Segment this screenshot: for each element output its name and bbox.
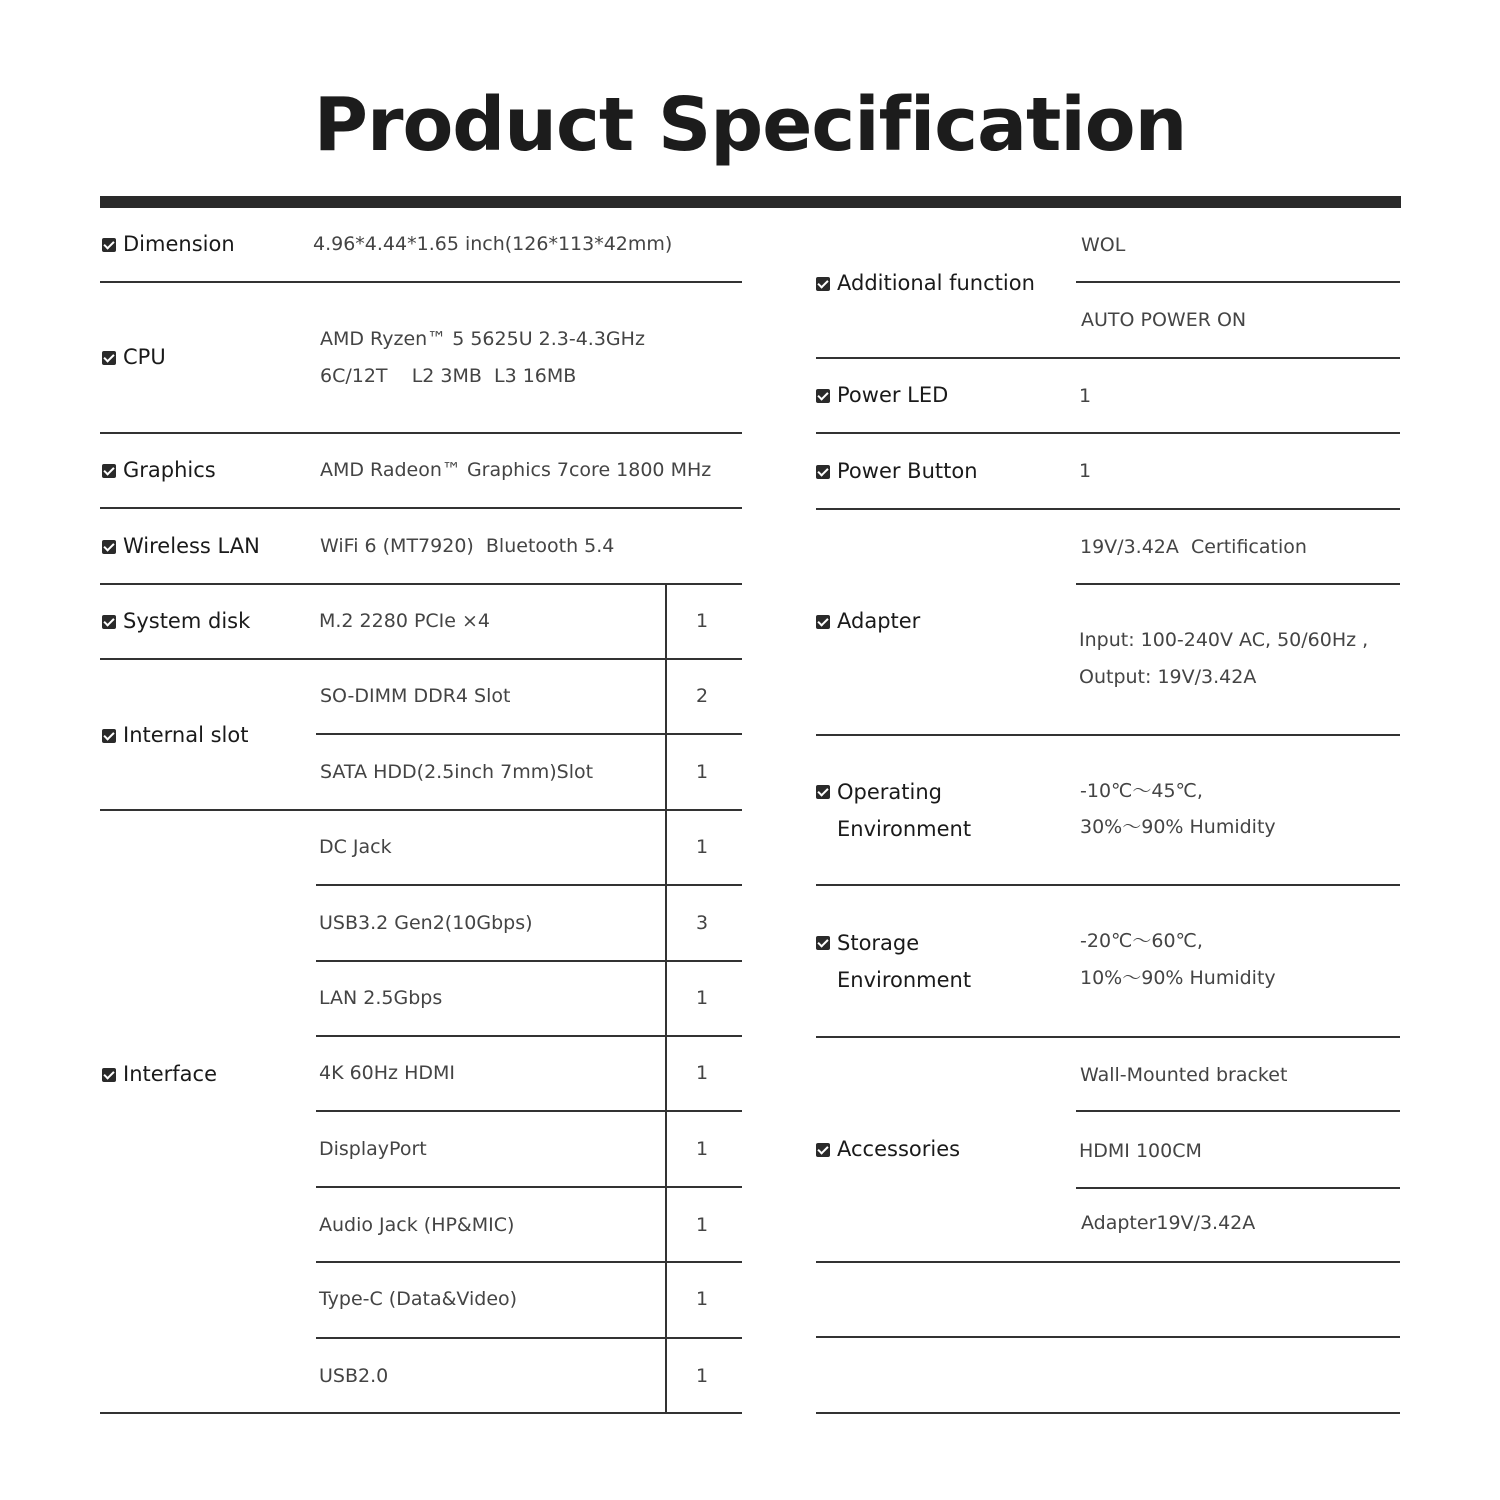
value-interface-item: DisplayPort — [319, 1138, 427, 1160]
sub-row-divider — [316, 1035, 742, 1037]
row-label-power-button — [816, 453, 978, 490]
sub-row-divider — [1076, 281, 1400, 283]
value-operating-temperature: -10℃～45℃, — [1080, 780, 1203, 802]
checkbox-icon — [816, 389, 830, 403]
label-text: Power LED — [837, 383, 949, 407]
sub-row-divider — [316, 1110, 742, 1112]
value-accessory-item: Wall-Mounted bracket — [1080, 1064, 1288, 1086]
row-divider — [816, 1261, 1400, 1263]
label-text: Power Button — [837, 459, 978, 483]
value-storage-humidity: 10%～90% Humidity — [1080, 967, 1276, 989]
sub-row-divider — [316, 1186, 742, 1188]
row-label-storage-environment — [816, 925, 971, 999]
value-system-disk: M.2 2280 PCIe ×4 — [319, 610, 491, 632]
value-interface-item: Type-C (Data&Video) — [319, 1288, 518, 1310]
label-text: Operating — [837, 780, 942, 804]
value-additional-item: WOL — [1081, 234, 1126, 256]
checkbox-icon — [102, 351, 116, 365]
qty-interface-item: 1 — [695, 836, 709, 858]
value-operating-humidity: 30%～90% Humidity — [1080, 816, 1276, 838]
qty-internal-slot-item: 2 — [695, 685, 709, 707]
checkbox-icon — [816, 785, 830, 799]
label-text: Environment — [837, 817, 972, 841]
label-text: Additional function — [837, 271, 1035, 295]
checkbox-icon — [102, 540, 116, 554]
value-accessory-item: HDMI 100CM — [1079, 1140, 1202, 1162]
sub-row-divider — [1076, 1110, 1400, 1112]
checkbox-icon — [102, 729, 116, 743]
row-divider — [816, 432, 1400, 434]
row-divider — [816, 1036, 1400, 1038]
row-label-interface — [102, 1056, 217, 1093]
row-label-additional-function — [816, 265, 1035, 302]
qty-interface-item: 3 — [695, 912, 709, 934]
row-divider — [816, 508, 1400, 510]
sub-row-divider — [1076, 583, 1400, 585]
row-divider — [816, 884, 1400, 886]
value-interface-item: LAN 2.5Gbps — [319, 987, 443, 1009]
checkbox-icon — [102, 1068, 116, 1082]
sub-row-divider — [316, 884, 742, 886]
row-label-cpu — [102, 339, 166, 376]
page-title: Product Specification — [313, 82, 1187, 168]
value-adapter-input: Input: 100-240V AC, 50/60Hz , — [1079, 629, 1369, 651]
row-divider — [100, 583, 742, 585]
row-label-wireless-lan — [102, 528, 260, 565]
label-text: Wireless LAN — [123, 534, 260, 558]
checkbox-icon — [816, 936, 830, 950]
value-additional-item: AUTO POWER ON — [1081, 309, 1247, 331]
value-adapter-certification: 19V/3.42A Certification — [1080, 536, 1307, 558]
value-interface-item: USB3.2 Gen2(10Gbps) — [319, 912, 533, 934]
title-underline-bar — [100, 196, 1401, 208]
sub-row-divider — [316, 1337, 742, 1339]
value-adapter-output: Output: 19V/3.42A — [1079, 666, 1257, 688]
checkbox-icon — [816, 465, 830, 479]
label-text: Accessories — [837, 1137, 961, 1161]
checkbox-icon — [102, 238, 116, 252]
label-text: Dimension — [123, 232, 235, 256]
qty-interface-item: 1 — [695, 1365, 709, 1387]
row-label-power-led — [816, 377, 948, 414]
value-graphics: AMD Radeon™ Graphics 7core 1800 MHz — [320, 459, 712, 481]
qty-system-disk: 1 — [695, 610, 709, 632]
row-divider — [100, 658, 742, 660]
label-text: Storage — [837, 931, 920, 955]
qty-interface-item: 1 — [695, 1062, 709, 1084]
value-internal-slot-item: SATA HDD(2.5inch 7mm)Slot — [320, 761, 594, 783]
sub-row-divider — [1076, 1187, 1400, 1189]
sub-row-divider — [316, 1261, 742, 1263]
label-text: CPU — [123, 345, 166, 369]
row-divider — [816, 357, 1400, 359]
label-text: Graphics — [123, 458, 216, 482]
checkbox-icon — [816, 615, 830, 629]
value-internal-slot-item: SO-DIMM DDR4 Slot — [320, 685, 511, 707]
label-text-group — [837, 925, 971, 999]
sub-row-divider — [316, 733, 742, 735]
row-divider — [100, 507, 742, 509]
value-interface-item: Audio Jack (HP&MIC) — [319, 1214, 515, 1236]
value-cpu-line2: 6C/12T L2 3MB L3 16MB — [320, 365, 577, 387]
value-power-button: 1 — [1079, 460, 1092, 482]
label-text-group — [837, 774, 971, 848]
qty-internal-slot-item: 1 — [695, 761, 709, 783]
value-storage-temperature: -20℃～60℃, — [1080, 930, 1203, 952]
checkbox-icon — [102, 615, 116, 629]
qty-interface-item: 1 — [695, 1214, 709, 1236]
value-dimension: 4.96*4.44*1.65 inch(126*113*42mm) — [313, 233, 673, 255]
value-power-led: 1 — [1079, 385, 1092, 407]
qty-interface-item: 1 — [695, 987, 709, 1009]
qty-interface-item: 1 — [695, 1138, 709, 1160]
value-interface-item: 4K 60Hz HDMI — [319, 1062, 455, 1084]
label-text: Internal slot — [123, 723, 249, 747]
value-accessory-item: Adapter19V/3.42A — [1081, 1212, 1256, 1234]
row-label-dimension — [102, 226, 235, 263]
qty-column-divider — [665, 584, 667, 1413]
row-label-system-disk — [102, 603, 250, 640]
row-label-graphics — [102, 452, 216, 489]
checkbox-icon — [102, 464, 116, 478]
checkbox-icon — [816, 277, 830, 291]
sub-row-divider — [316, 960, 742, 962]
value-interface-item: DC Jack — [319, 836, 392, 858]
label-text: Environment — [837, 968, 972, 992]
value-interface-item: USB2.0 — [319, 1365, 389, 1387]
row-label-adapter — [816, 603, 920, 640]
row-label-accessories — [816, 1131, 960, 1168]
row-divider — [100, 1412, 742, 1414]
row-divider — [816, 1412, 1400, 1414]
row-divider — [100, 432, 742, 434]
row-divider — [100, 809, 742, 811]
row-divider — [816, 1336, 1400, 1338]
qty-interface-item: 1 — [695, 1288, 709, 1310]
value-cpu-line1: AMD Ryzen™ 5 5625U 2.3-4.3GHz — [320, 328, 645, 350]
row-label-internal-slot — [102, 717, 248, 754]
label-text: Adapter — [837, 609, 921, 633]
label-text: Interface — [123, 1062, 218, 1086]
row-divider — [100, 281, 742, 283]
value-wireless-lan: WiFi 6 (MT7920) Bluetooth 5.4 — [320, 535, 615, 557]
row-divider — [816, 734, 1400, 736]
row-label-operating-environment — [816, 774, 971, 848]
label-text: System disk — [123, 609, 251, 633]
checkbox-icon — [816, 1143, 830, 1157]
